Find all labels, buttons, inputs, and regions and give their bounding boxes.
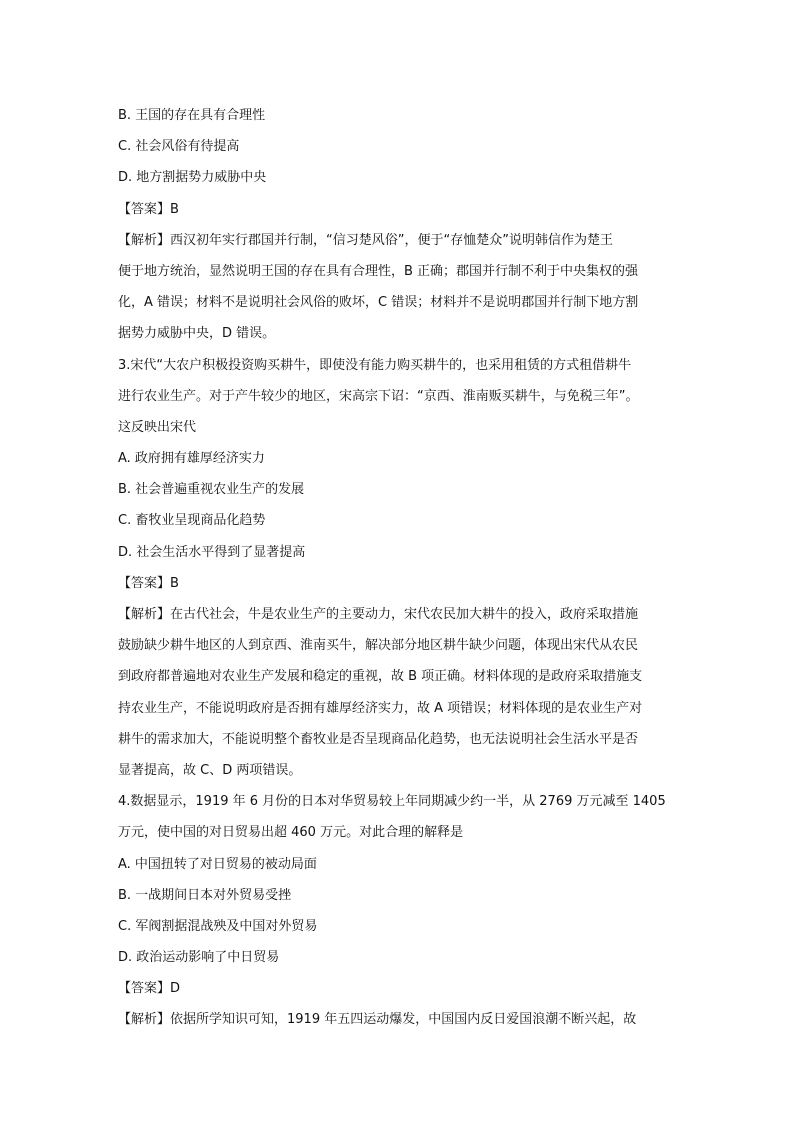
- text-line-analysis: 到政府都普遍地对农业生产发展和稳定的重视，故 B 项正确。材料体现的是政府采取措施支: [118, 669, 643, 685]
- document-body: [118, 100, 680, 1036]
- text-line-analysis: 【解析】在古代社会，牛是农业生产的主要动力，宋代农民加大耕牛的投入，政府采取措施: [118, 607, 639, 622]
- text-line-option: D. 政治运动影响了中日贸易: [118, 950, 280, 966]
- text-line-analysis: 【解析】西汉初年实行郡国并行制，“信习楚风俗”，便于“存恤楚众”说明韩信作为楚王: [118, 232, 613, 248]
- text-line-option: C. 畜牧业呈现商品化趋势: [118, 513, 266, 529]
- text-line-question: 万元，使中国的对日贸易出超 460 万元。对此合理的解释是: [118, 825, 464, 841]
- text-line-option: B. 社会普遍重视农业生产的发展: [118, 482, 305, 498]
- text-line-option: D. 地方割据势力威胁中央: [118, 170, 267, 186]
- text-line-question: 进行农业生产。对于产牛较少的地区，宋高宗下诏：“京西、淮南贩买耕牛，与免税三年”。: [118, 388, 639, 404]
- text-line-analysis: 耕牛的需求加大，不能说明整个畜牧业是否呈现商品化趋势，也无法说明社会生活水平是否: [118, 731, 639, 747]
- text-line-analysis: 显著提高，故 C、D 两项错误。: [118, 762, 302, 778]
- text-line-option: C. 军阀割据混战殃及中国对外贸易: [118, 918, 318, 934]
- text-line-option: A. 中国扭转了对日贸易的被动局面: [118, 856, 317, 872]
- text-line-analysis: 据势力威胁中央，D 错误。: [118, 326, 276, 342]
- text-line-option: B. 一战期间日本对外贸易受挫: [118, 887, 292, 903]
- text-line-analysis: 鼓励缺少耕牛地区的人到京西、淮南买牛，解决部分地区耕牛缺少问题，体现出宋代从农民: [118, 638, 639, 654]
- text-line-option: A. 政府拥有雄厚经济实力: [118, 451, 265, 467]
- text-line-analysis: 化，A 错误；材料不是说明社会风俗的败坏，C 错误；材料并不是说明郡国并行制下地方割: [118, 295, 639, 311]
- text-line-question: 这反映出宋代: [118, 419, 197, 435]
- text-line-answer: 【答案】D: [118, 981, 181, 997]
- text-line-analysis: 【解析】依据所学知识可知，1919 年五四运动爆发，中国国内反日爱国浪潮不断兴起，故: [118, 1012, 637, 1028]
- text-line-option: C. 社会风俗有待提高: [118, 139, 240, 155]
- text-line-analysis: 持农业生产，不能说明政府是否拥有雄厚经济实力，故 A 项错误；材料体现的是农业生产对: [118, 700, 643, 716]
- text-line-analysis: 便于地方统治，显然说明王国的存在具有合理性，B 正确；郡国并行制不利于中央集权的强: [118, 263, 639, 279]
- text-line-answer: 【答案】B: [118, 201, 179, 217]
- text-line-question: 4.数据显示，1919 年 6 月份的日本对华贸易较上年同期减少约一半，从 2769 万元减至 1405: [118, 794, 666, 810]
- text-line-question: 3.宋代“大农户积极投资购买耕牛，即使没有能力购买耕牛的，也采用租赁的方式租借耕牛: [118, 357, 632, 373]
- text-line-answer: 【答案】B: [118, 575, 179, 591]
- text-line-option: B. 王国的存在具有合理性: [118, 108, 266, 123]
- text-line-option: D. 社会生活水平得到了显著提高: [118, 544, 306, 560]
